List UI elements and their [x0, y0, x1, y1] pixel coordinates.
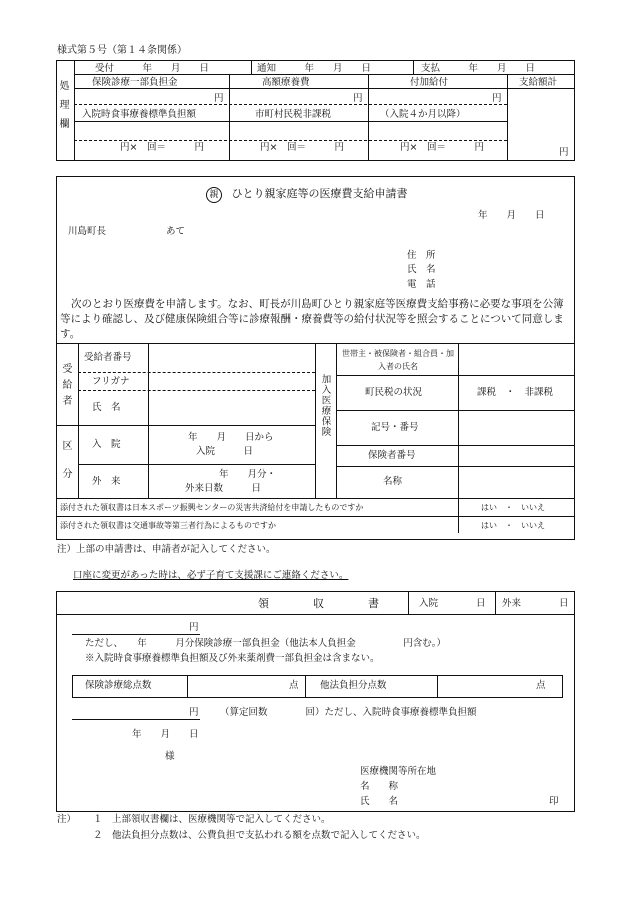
- account-change-notice: 口座に変更があった時は、必ず子育て支援課にご連絡ください。: [73, 570, 349, 581]
- receipt-amount-yen: 円: [189, 622, 199, 633]
- receipt-box: [56, 591, 575, 812]
- category-side-label: 区分: [60, 440, 71, 496]
- yen-3: 円: [492, 93, 502, 104]
- question-sports-center: 添付された領収書は日本スポーツ振興センターの災害共済給付を申請したものですか: [60, 503, 364, 512]
- facility-name-label: 名 称: [360, 781, 399, 792]
- calc-1: 円× 回＝ 円: [120, 142, 204, 153]
- meal-amount-yen: 円: [189, 707, 199, 718]
- receipt-outpatient-days: 外来 日: [502, 598, 569, 609]
- yen-2: 円: [353, 93, 363, 104]
- over-4-months-label: （入院４か月以降）: [380, 109, 466, 120]
- application-date: 年 月 日: [478, 210, 545, 221]
- col-additional: 付加給付: [410, 77, 449, 88]
- processing-side-label: 処理欄: [57, 80, 68, 137]
- facility-address-label: 医療機関等所在地: [360, 766, 437, 777]
- form-number: 様式第５号（第１４条関係）: [57, 45, 187, 56]
- addressee-ate: あて: [166, 226, 186, 237]
- notes-label: 注）: [57, 814, 77, 825]
- facility-person-label: 氏 名: [360, 796, 399, 807]
- outpatient-month: 年 月分・: [219, 469, 277, 480]
- received-date: 受付 年 月 日: [95, 63, 210, 74]
- receipt-exclusion: ※入院時食事療養標準負担額及び外来薬剤費一部負担金は含まない。: [85, 653, 380, 664]
- phone-label: 電 話: [407, 279, 436, 290]
- recipient-number-label: 受給者番号: [84, 352, 132, 363]
- inpatient-label: 入 院: [92, 439, 121, 450]
- col-total: 支給額計: [519, 77, 558, 88]
- other-points-label: 他法負担分点数: [320, 680, 387, 691]
- notified-date: 通知 年 月 日: [257, 63, 372, 74]
- insurer-number-label: 保険者番号: [368, 450, 416, 461]
- furigana-label: フリガナ: [92, 376, 130, 387]
- calc-3: 円× 回＝ 円: [400, 142, 484, 153]
- total-yen: 円: [559, 147, 569, 158]
- tax-exempt-label: 市町村民税非課税: [255, 109, 332, 120]
- meal-count-line: （算定回数 回）ただし、入院時食事療養標準負担額: [220, 707, 477, 718]
- taxable-options[interactable]: 課税 ・ 非課税: [477, 387, 554, 398]
- paid-date: 支払 年 月 日: [421, 63, 536, 74]
- name-label: 氏 名: [407, 264, 436, 275]
- insurance-side-label: 加入医療保険: [319, 374, 331, 437]
- inpatient-from: 年 月 日から: [188, 432, 274, 443]
- calc-2: 円× 回＝ 円: [260, 142, 344, 153]
- oya-mark: 親: [206, 187, 222, 203]
- other-points-unit: 点: [536, 680, 546, 691]
- tax-status-label: 町民税の状況: [365, 387, 423, 398]
- symbol-number-label: 記号・番号: [371, 422, 419, 433]
- application-title: ひとり親家庭等の医療費支給申請書: [231, 187, 408, 200]
- application-title-row: [206, 187, 408, 203]
- answer-third-party[interactable]: はい ・ いいえ: [481, 521, 545, 530]
- receipt-date: 年 月 日: [132, 729, 199, 740]
- question-third-party: 添付された領収書は交通事故等第三者行為によるものですか: [60, 521, 276, 530]
- address-label: 住 所: [407, 250, 436, 261]
- total-points-label: 保険診療総点数: [85, 680, 152, 691]
- yen-1: 円: [214, 93, 224, 104]
- answer-sports-center[interactable]: はい ・ いいえ: [481, 503, 545, 512]
- receipt-inpatient-days: 入院 日: [419, 598, 486, 609]
- total-points-unit: 点: [289, 680, 299, 691]
- receipt-sama: 様: [165, 751, 175, 762]
- recipient-side-label: 受給者: [60, 363, 71, 411]
- addressee: 川島町長: [68, 226, 107, 237]
- col-highcost: 高額療養費: [262, 77, 310, 88]
- receipt-title: 領 収 書: [258, 597, 379, 610]
- inpatient-days: 入院 日: [196, 446, 254, 457]
- applicant-note: 注）上部の申請書は、申請者が記入してください。: [57, 544, 276, 555]
- meal-label: 入院時食事療養標準負担額: [82, 109, 197, 120]
- household-head-label: 世帯主・被保険者・組合員・加入者の氏名: [342, 349, 454, 371]
- insurer-name-label: 名称: [383, 476, 403, 487]
- outpatient-days: 外来日数 日: [185, 483, 262, 494]
- col-insurance: 保険診療一部負担金: [92, 77, 178, 88]
- shimei-label: 氏 名: [92, 402, 121, 413]
- note-2: ２ 他法負担分点数は、公費負担で支払われる額を点数で記入してください。: [93, 830, 426, 841]
- outpatient-label: 外 来: [92, 476, 121, 487]
- application-consent-text: 次のとおり医療費を申請します。なお、町長が川島町ひとり親家庭等医療費支給事務に必要な事項を公簿等により確認し、及び健康保険組合等に診療報酬・療養費等の給付状況等を照会することについて同意します。: [60, 298, 564, 340]
- seal-mark: 印: [549, 796, 559, 807]
- receipt-proviso: ただし、 年 月分保険診療一部負担金（他法本人負担金 円含む。）: [85, 638, 447, 649]
- note-1: １ 上部領収書欄は、医療機関等で記入してください。: [93, 814, 331, 825]
